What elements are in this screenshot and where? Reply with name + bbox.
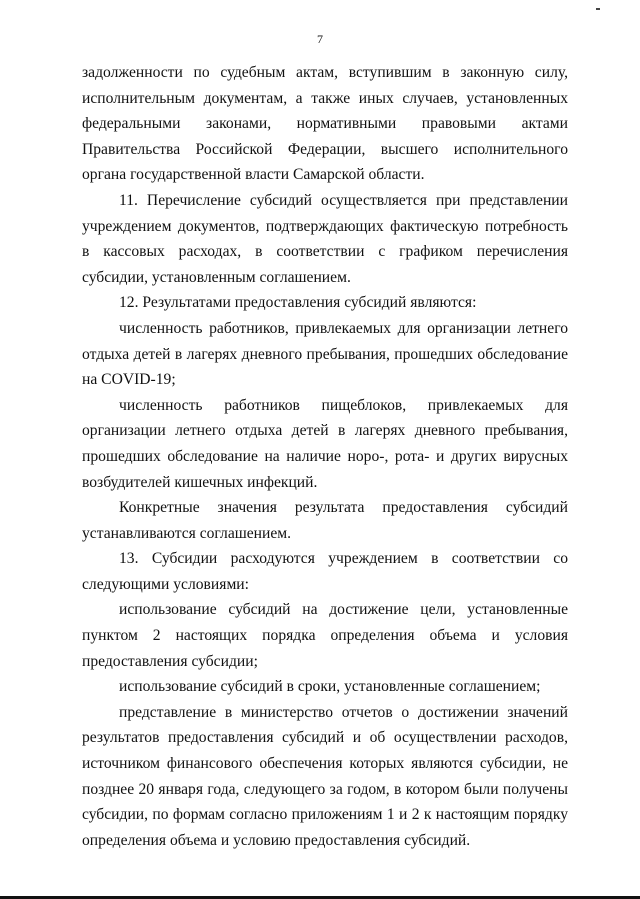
paragraph-12-item-catering: численность работников пищеблоков, привлекаемых для организации летнего отдыха детей в лагерях дневного пребывания, прошедших обследование на наличие норо-, рота- и других вирусных возбудителей кишечных инфекций. — [82, 396, 568, 491]
paragraph-13-item-reports: представление в министерство отчетов о достижении значений результатов предоставления субсидий и об осуществлении расходов, источником финансового обеспечения которых являются субсидии, не позднее 20 января года, следующего за годом, в котором были получены субсидии, по формам согласно приложениям 1 и 2 к настоящим порядку определения объема и условию предоставления субсидий. — [82, 703, 568, 849]
paragraph-12: 12. Результатами предоставления субсидий являются: — [119, 294, 477, 312]
paragraph-13-item-terms: использование субсидий в сроки, установленные соглашением; — [119, 678, 541, 696]
scan-mark — [596, 8, 600, 10]
paragraph-12-values: Конкретные значения результата предоставления субсидий устанавливаются соглашением. — [82, 499, 568, 542]
paragraph-11: 11. Перечисление субсидий осуществляется при представлении учреждением документов, подтверждающих фактическую потребность в кассовых расходах, в соответствии с графиком перечисления субсидии, установленным соглашением. — [82, 191, 568, 286]
paragraph-13-item-purpose: использование субсидий на достижение цели, установленные пунктом 2 настоящих порядка определения объема и условия предоставления субсидии; — [82, 601, 568, 670]
paragraph-debt-continuation: задолженности по судебным актам, вступившим в законную силу, исполнительным документам, а также иных случаев, установленных федеральными законами, нормативными правовыми актами Правительства Российской Федерации, высшего исполнительного органа государственной власти Самарской области. — [82, 64, 568, 184]
document-body — [82, 60, 568, 853]
paragraph-13: 13. Субсидии расходуются учреждением в соответствии со следующими условиями: — [82, 550, 568, 593]
page-number: 7 — [317, 32, 323, 46]
paragraph-12-item-covid: численность работников, привлекаемых для организации летнего отдыха детей в лагерях дневного пребывания, прошедших обследование на COVID-19; — [82, 319, 568, 389]
